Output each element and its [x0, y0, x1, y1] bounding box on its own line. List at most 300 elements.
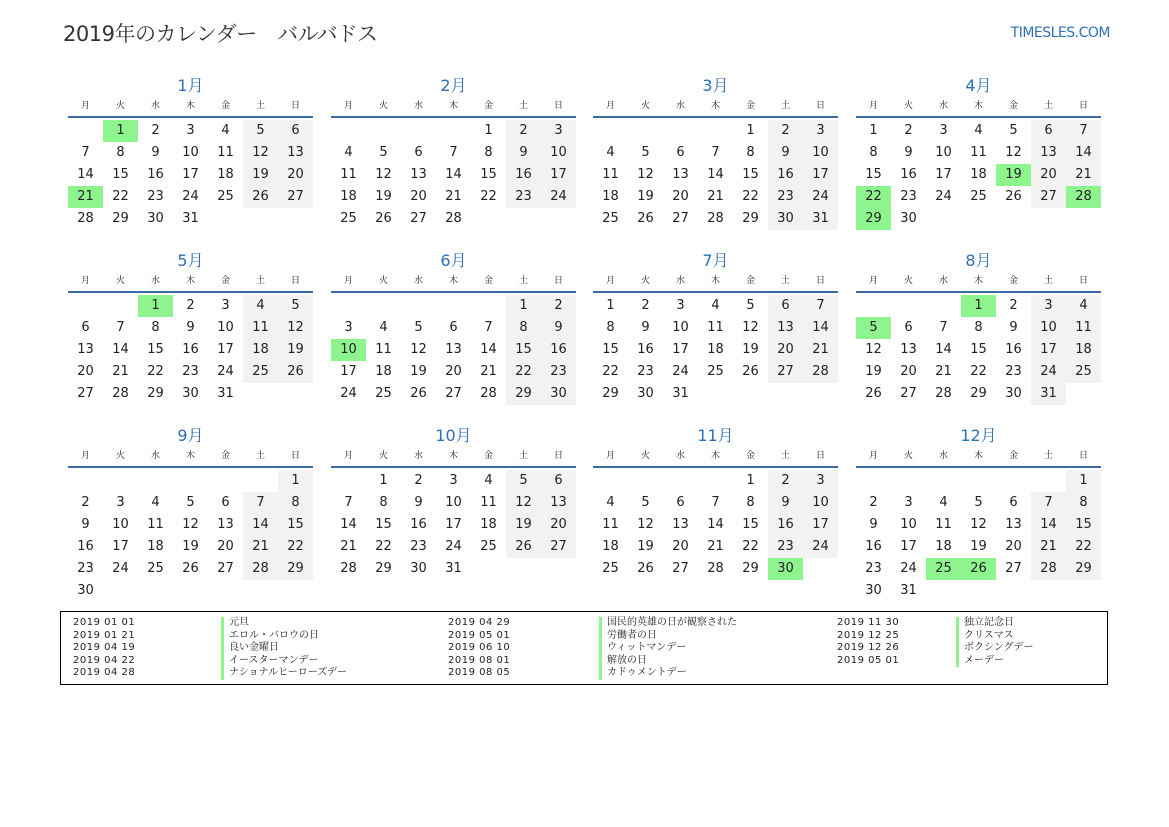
weekday-label: 木: [710, 451, 720, 461]
empty-cell: [471, 295, 506, 317]
day-cell: 15: [112, 167, 129, 182]
day-cell: 13: [278, 142, 313, 164]
weekday-label: 火: [378, 451, 388, 461]
day-cell: 28: [707, 561, 724, 576]
day-cell: 27: [768, 361, 803, 383]
weekday-label: 水: [675, 276, 685, 286]
day-cell: 6: [1009, 495, 1018, 510]
day-cell: 28: [243, 558, 278, 580]
holiday-name: 良い金曜日: [221, 642, 279, 655]
day-cell: 9: [414, 495, 423, 510]
weekday-label: 月: [80, 101, 90, 111]
empty-cell: [436, 120, 471, 142]
day-cell: 19: [278, 339, 313, 361]
month-name: 11月: [697, 426, 734, 445]
empty-cell: [138, 470, 173, 492]
day-cell: 31: [1031, 383, 1066, 405]
day-cell: 18: [602, 189, 619, 204]
weekday-label: 金: [483, 451, 493, 461]
day-cell: 12: [506, 492, 541, 514]
day-cell: 30: [147, 211, 164, 226]
weekday-label: 水: [938, 276, 948, 286]
empty-cell: [1031, 470, 1066, 492]
day-grid: [856, 470, 1101, 602]
month-calendar: [331, 75, 576, 230]
day-cell: 29: [970, 386, 987, 401]
weekday-label: 火: [903, 451, 913, 461]
day-grid: [331, 470, 576, 580]
day-cell: 28: [77, 211, 94, 226]
day-cell: 17: [803, 164, 838, 186]
weekday-label: 木: [448, 276, 458, 286]
day-cell: 10: [900, 517, 917, 532]
day-cell: 18: [340, 189, 357, 204]
day-cell: 13: [217, 517, 234, 532]
day-cell: 16: [768, 514, 803, 536]
day-cell: 30: [637, 386, 654, 401]
day-cell: 27: [672, 561, 689, 576]
weekday-header: [593, 272, 838, 293]
weekday-label: 土: [518, 451, 528, 461]
day-cell: 19: [243, 164, 278, 186]
day-cell: 16: [900, 167, 917, 182]
day-cell: 26: [410, 386, 427, 401]
weekday-label: 金: [745, 101, 755, 111]
day-cell: 30: [768, 208, 803, 230]
day-cell: 20: [278, 164, 313, 186]
day-cell: 13: [77, 342, 94, 357]
day-cell: 1: [278, 470, 313, 492]
day-cell: 6: [904, 320, 913, 335]
day-cell: 11: [243, 317, 278, 339]
day-cell: 8: [1066, 492, 1101, 514]
day-cell: 28: [707, 211, 724, 226]
site-logo[interactable]: TIMESLES.COM: [1010, 25, 1110, 41]
weekday-label: 日: [290, 451, 300, 461]
holiday-name: ウィットマンデー: [599, 642, 686, 655]
day-cell: 21: [112, 364, 129, 379]
month-calendar: [856, 425, 1101, 602]
day-cell: 12: [1005, 145, 1022, 160]
weekday-label: 日: [815, 451, 825, 461]
weekday-header: [331, 272, 576, 293]
weekday-label: 木: [185, 101, 195, 111]
weekday-label: 水: [413, 451, 423, 461]
month-calendar: [68, 250, 313, 405]
day-cell: 4: [151, 495, 160, 510]
holiday-name: ナショナルヒーローズデー: [221, 667, 347, 680]
day-cell: 25: [375, 386, 392, 401]
day-cell: 16: [182, 342, 199, 357]
day-cell: 16: [865, 539, 882, 554]
weekday-label: 金: [1008, 101, 1018, 111]
day-cell: 24: [803, 186, 838, 208]
weekday-label: 水: [413, 101, 423, 111]
weekday-label: 土: [780, 276, 790, 286]
day-cell: 16: [637, 342, 654, 357]
weekday-label: 木: [448, 101, 458, 111]
empty-cell: [68, 470, 103, 492]
holiday-name: メーデー: [956, 655, 1004, 668]
holiday-name: 元旦: [221, 617, 249, 630]
day-cell: 21: [480, 364, 497, 379]
day-cell: 4: [221, 123, 230, 138]
day-cell: 17: [112, 539, 129, 554]
empty-cell: [103, 470, 138, 492]
day-cell: 13: [445, 342, 462, 357]
weekday-label: 金: [483, 101, 493, 111]
empty-cell: [208, 470, 243, 492]
holiday-date: 2019 05 01: [448, 629, 511, 641]
day-cell: 18: [217, 167, 234, 182]
day-cell: 31: [182, 211, 199, 226]
day-cell: 6: [768, 295, 803, 317]
empty-cell: [593, 120, 628, 142]
day-cell: 3: [939, 123, 948, 138]
weekday-label: 火: [115, 101, 125, 111]
day-cell: 14: [935, 342, 952, 357]
day-cell: 10: [672, 320, 689, 335]
day-cell: 2: [1009, 298, 1018, 313]
day-cell: 8: [151, 320, 160, 335]
day-cell: 1: [746, 123, 755, 138]
day-cell: 11: [480, 495, 497, 510]
holiday-day-cell: 22: [856, 186, 891, 208]
day-cell: 16: [541, 339, 576, 361]
day-cell: 2: [186, 298, 195, 313]
day-grid: [68, 120, 313, 230]
day-cell: 10: [541, 142, 576, 164]
holiday-name: カドゥメントデー: [599, 667, 687, 680]
day-cell: 22: [375, 539, 392, 554]
holiday-day-cell: 29: [856, 208, 891, 230]
day-cell: 3: [186, 123, 195, 138]
weekday-label: 金: [483, 276, 493, 286]
day-cell: 17: [182, 167, 199, 182]
day-grid: [856, 295, 1101, 405]
day-cell: 7: [1031, 492, 1066, 514]
day-cell: 25: [480, 539, 497, 554]
day-cell: 14: [1031, 514, 1066, 536]
day-cell: 8: [484, 145, 493, 160]
day-cell: 4: [484, 473, 493, 488]
day-cell: 29: [147, 386, 164, 401]
day-cell: 12: [278, 317, 313, 339]
month-name: 7月: [702, 251, 729, 270]
weekday-label: 土: [518, 101, 528, 111]
day-cell: 17: [541, 164, 576, 186]
empty-cell: [173, 470, 208, 492]
day-cell: 20: [541, 514, 576, 536]
day-cell: 17: [445, 517, 462, 532]
weekday-label: 水: [938, 101, 948, 111]
weekday-label: 金: [220, 276, 230, 286]
month-calendar: [331, 425, 576, 580]
day-cell: 13: [672, 517, 689, 532]
holiday-day-cell: 10: [331, 339, 366, 361]
day-cell: 3: [803, 120, 838, 142]
day-cell: 26: [278, 361, 313, 383]
day-cell: 30: [541, 383, 576, 405]
weekday-header: [331, 447, 576, 468]
day-cell: 30: [1005, 386, 1022, 401]
day-cell: 14: [445, 167, 462, 182]
weekday-label: 木: [973, 451, 983, 461]
day-grid: [593, 470, 838, 580]
empty-cell: [436, 295, 471, 317]
empty-cell: [331, 295, 366, 317]
day-cell: 3: [221, 298, 230, 313]
weekday-label: 月: [605, 451, 615, 461]
day-cell: 3: [676, 298, 685, 313]
day-cell: 10: [803, 142, 838, 164]
day-cell: 3: [904, 495, 913, 510]
day-cell: 1: [746, 473, 755, 488]
day-cell: 23: [1005, 364, 1022, 379]
empty-cell: [628, 120, 663, 142]
holiday-day-cell: 1: [103, 120, 138, 142]
weekday-label: 木: [448, 451, 458, 461]
day-cell: 15: [1066, 514, 1101, 536]
day-cell: 23: [410, 539, 427, 554]
day-cell: 24: [672, 364, 689, 379]
day-cell: 19: [865, 364, 882, 379]
day-cell: 17: [340, 364, 357, 379]
day-cell: 19: [182, 539, 199, 554]
weekday-label: 水: [938, 451, 948, 461]
empty-cell: [856, 295, 891, 317]
empty-cell: [926, 295, 961, 317]
day-cell: 26: [375, 211, 392, 226]
holiday-date: 2019 11 30: [837, 617, 900, 628]
day-cell: 26: [1005, 189, 1022, 204]
day-cell: 5: [243, 120, 278, 142]
day-cell: 21: [1031, 536, 1066, 558]
day-cell: 20: [768, 339, 803, 361]
day-cell: 19: [506, 514, 541, 536]
weekday-label: 金: [220, 451, 230, 461]
day-cell: 24: [1031, 361, 1066, 383]
day-cell: 11: [935, 517, 952, 532]
day-cell: 5: [506, 470, 541, 492]
holiday-date: 2019 12 25: [837, 629, 900, 641]
month-calendar: [68, 425, 313, 602]
day-cell: 27: [278, 186, 313, 208]
holiday-date: 2019 04 28: [73, 667, 136, 678]
day-cell: 2: [904, 123, 913, 138]
day-cell: 11: [602, 517, 619, 532]
day-cell: 7: [449, 145, 458, 160]
day-cell: 20: [1005, 539, 1022, 554]
day-cell: 7: [1066, 120, 1101, 142]
day-grid: [593, 295, 838, 405]
weekday-label: 火: [115, 276, 125, 286]
empty-cell: [401, 295, 436, 317]
day-cell: 16: [77, 539, 94, 554]
day-cell: 9: [869, 517, 878, 532]
day-cell: 1: [1066, 470, 1101, 492]
day-cell: 20: [77, 364, 94, 379]
day-cell: 8: [974, 320, 983, 335]
day-cell: 6: [81, 320, 90, 335]
month-calendar: [856, 250, 1101, 405]
day-cell: 2: [768, 120, 803, 142]
weekday-label: 月: [868, 101, 878, 111]
weekday-header: [856, 447, 1101, 468]
day-cell: 17: [900, 539, 917, 554]
month-name: 5月: [177, 251, 204, 270]
day-cell: 31: [900, 583, 917, 598]
day-cell: 2: [768, 470, 803, 492]
day-cell: 9: [641, 320, 650, 335]
day-cell: 10: [1031, 317, 1066, 339]
weekday-label: 木: [973, 101, 983, 111]
day-cell: 14: [243, 514, 278, 536]
day-cell: 7: [484, 320, 493, 335]
day-cell: 23: [541, 361, 576, 383]
day-cell: 18: [147, 539, 164, 554]
weekday-header: [68, 447, 313, 468]
day-cell: 11: [707, 320, 724, 335]
holiday-day-cell: 26: [961, 558, 996, 580]
weekday-label: 日: [553, 101, 563, 111]
holiday-name: 労働者の日: [599, 630, 657, 643]
weekday-label: 月: [868, 451, 878, 461]
day-cell: 29: [375, 561, 392, 576]
day-cell: 18: [243, 339, 278, 361]
day-cell: 6: [278, 120, 313, 142]
day-cell: 18: [375, 364, 392, 379]
day-cell: 10: [217, 320, 234, 335]
day-cell: 15: [480, 167, 497, 182]
holiday-day-cell: 1: [138, 295, 173, 317]
day-cell: 12: [243, 142, 278, 164]
day-grid: [68, 470, 313, 602]
day-cell: 15: [375, 517, 392, 532]
day-cell: 5: [278, 295, 313, 317]
month-calendar: [593, 250, 838, 405]
month-name: 10月: [435, 426, 472, 445]
page-title: 2019年のカレンダー バルバドス: [63, 22, 378, 46]
day-cell: 29: [602, 386, 619, 401]
day-cell: 28: [1031, 558, 1066, 580]
day-cell: 26: [506, 536, 541, 558]
day-cell: 6: [449, 320, 458, 335]
day-cell: 28: [935, 386, 952, 401]
day-cell: 11: [217, 145, 234, 160]
day-cell: 12: [410, 342, 427, 357]
day-cell: 31: [672, 386, 689, 401]
day-cell: 19: [410, 364, 427, 379]
day-cell: 7: [711, 145, 720, 160]
day-cell: 16: [506, 164, 541, 186]
weekday-label: 日: [1078, 101, 1088, 111]
holiday-date: 2019 01 21: [73, 629, 136, 641]
month-name: 1月: [177, 76, 204, 95]
day-cell: 12: [375, 167, 392, 182]
day-cell: 9: [151, 145, 160, 160]
weekday-label: 水: [675, 101, 685, 111]
weekday-header: [331, 97, 576, 118]
day-cell: 5: [746, 298, 755, 313]
day-cell: 14: [1066, 142, 1101, 164]
day-cell: 8: [746, 495, 755, 510]
day-cell: 11: [147, 517, 164, 532]
day-cell: 30: [77, 583, 94, 598]
empty-cell: [996, 470, 1031, 492]
day-cell: 30: [410, 561, 427, 576]
weekday-label: 金: [745, 451, 755, 461]
day-cell: 13: [410, 167, 427, 182]
weekday-label: 月: [343, 451, 353, 461]
holiday-day-cell: 1: [961, 295, 996, 317]
day-cell: 18: [602, 539, 619, 554]
day-cell: 4: [711, 298, 720, 313]
weekday-label: 水: [675, 451, 685, 461]
day-cell: 18: [707, 342, 724, 357]
day-cell: 22: [1066, 536, 1101, 558]
day-cell: 24: [340, 386, 357, 401]
day-cell: 26: [637, 561, 654, 576]
holiday-date: 2019 08 05: [448, 667, 511, 678]
empty-cell: [628, 470, 663, 492]
weekday-label: 木: [710, 101, 720, 111]
empty-cell: [366, 295, 401, 317]
day-cell: 26: [742, 364, 759, 379]
weekday-label: 水: [150, 101, 160, 111]
day-cell: 12: [970, 517, 987, 532]
day-cell: 28: [803, 361, 838, 383]
day-cell: 2: [81, 495, 90, 510]
holiday-day-cell: 28: [1066, 186, 1101, 208]
day-cell: 4: [939, 495, 948, 510]
day-cell: 29: [1066, 558, 1101, 580]
day-cell: 27: [1031, 186, 1066, 208]
day-cell: 2: [151, 123, 160, 138]
weekday-label: 木: [973, 276, 983, 286]
day-cell: 24: [182, 189, 199, 204]
weekday-label: 日: [815, 276, 825, 286]
day-cell: 25: [602, 211, 619, 226]
weekday-label: 月: [80, 451, 90, 461]
weekday-label: 日: [290, 101, 300, 111]
weekday-label: 金: [1008, 276, 1018, 286]
day-cell: 4: [974, 123, 983, 138]
day-cell: 23: [77, 561, 94, 576]
day-cell: 4: [243, 295, 278, 317]
day-cell: 7: [344, 495, 353, 510]
month-name: 4月: [965, 76, 992, 95]
weekday-label: 土: [255, 276, 265, 286]
empty-cell: [103, 295, 138, 317]
day-cell: 16: [410, 517, 427, 532]
day-cell: 11: [602, 167, 619, 182]
weekday-label: 日: [1078, 276, 1088, 286]
day-cell: 11: [375, 342, 392, 357]
day-cell: 22: [147, 364, 164, 379]
holiday-date: 2019 04 19: [73, 642, 136, 653]
empty-cell: [243, 470, 278, 492]
day-cell: 23: [506, 186, 541, 208]
day-cell: 14: [803, 317, 838, 339]
day-cell: 20: [900, 364, 917, 379]
day-cell: 31: [217, 386, 234, 401]
day-cell: 26: [243, 186, 278, 208]
day-cell: 5: [641, 495, 650, 510]
weekday-label: 火: [640, 276, 650, 286]
day-cell: 6: [414, 145, 423, 160]
day-cell: 7: [939, 320, 948, 335]
